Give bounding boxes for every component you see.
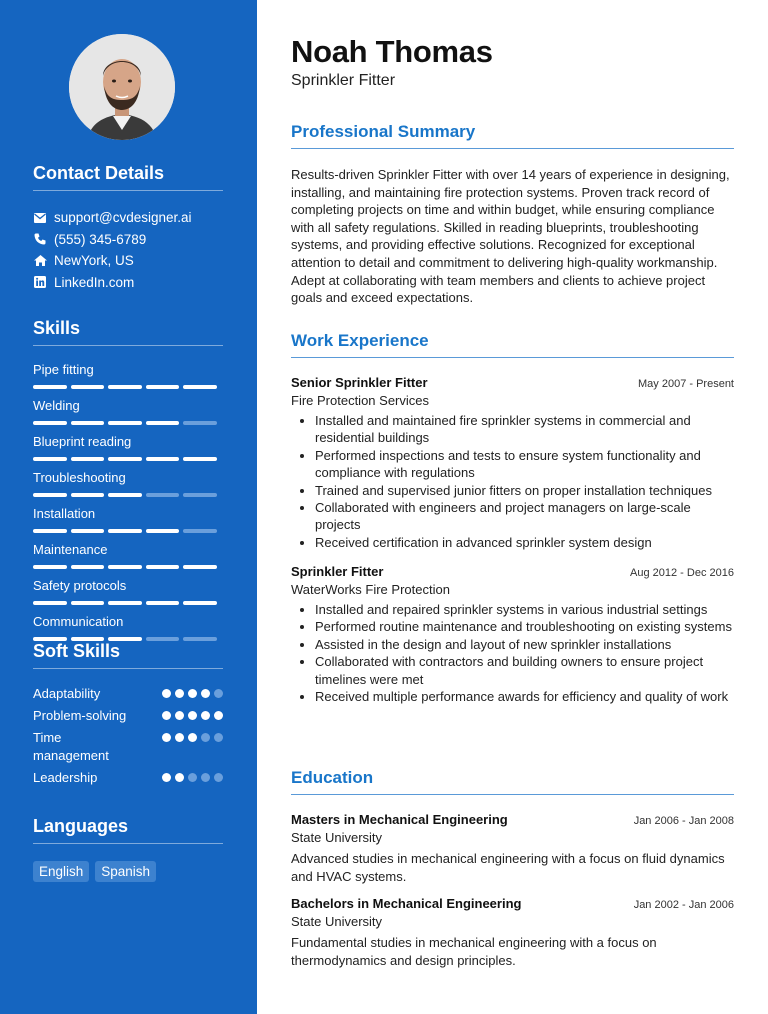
job-bullet: • Collaborated with engineers and project managers on large-scale projects <box>315 499 734 534</box>
skill-name: Safety protocols <box>33 578 127 593</box>
skill-bar-segment <box>108 601 142 605</box>
contact-linkedin[interactable] <box>33 272 223 294</box>
skill-level-bar <box>33 493 223 497</box>
rating-dot <box>201 773 210 782</box>
skill-level-bar <box>33 565 223 569</box>
education-description: Advanced studies in mechanical engineering with a focus on fluid dynamics and HVAC systems. <box>291 851 725 884</box>
skill-bar-segment <box>108 529 142 533</box>
degree-title: Bachelors in Mechanical Engineering <box>291 896 522 911</box>
rating-dot <box>214 733 223 742</box>
skill-bar-segment <box>71 457 105 461</box>
rating-dot <box>188 773 197 782</box>
skill-bar-segment <box>108 565 142 569</box>
job-bullets <box>291 412 734 551</box>
education-entry <box>291 896 734 969</box>
soft-skills-list <box>33 685 223 787</box>
skill-bar-segment <box>33 601 67 605</box>
skill-bar-segment <box>108 493 142 497</box>
skill-name: Blueprint reading <box>33 434 132 449</box>
contact-linkedin-text: LinkedIn.com <box>54 274 135 290</box>
skill-bar-segment <box>146 565 180 569</box>
skill-bar-segment <box>71 493 105 497</box>
language-tag: English <box>33 861 89 882</box>
skill-bar-segment <box>183 529 217 533</box>
languages-section <box>33 816 223 882</box>
skill-bar-segment <box>146 385 180 389</box>
school-name: State University <box>291 830 383 845</box>
skills-section <box>33 318 223 650</box>
job-bullet: • Installed and repaired sprinkler systems in various industrial settings <box>315 601 734 618</box>
job-title: Sprinkler Fitter <box>291 564 384 579</box>
home-icon <box>33 254 47 268</box>
job-title: Senior Sprinkler Fitter <box>291 375 428 390</box>
soft-skills-title: Soft Skills <box>33 641 223 669</box>
skill-bar-segment <box>71 529 105 533</box>
job-company: Fire Protection Services <box>291 393 429 408</box>
job-bullet: • Performed routine maintenance and troubleshooting on existing systems <box>315 618 734 635</box>
soft-skill-name: Adaptability <box>33 686 101 701</box>
summary-title: Professional Summary <box>291 122 734 149</box>
skill-bar-segment <box>183 385 217 389</box>
skill-bar-segment <box>108 385 142 389</box>
summary-text: Results-driven Sprinkler Fitter with over 14 years of experience in designing, installing, and maintaining fire protection systems. Proven track record of completing projects on time and within budget, while ensuring compliance with all safety regulations. Skilled in reading blueprints, troubleshooting systems, and providing effective solutions. Recognized for exceptional attention to detail and commitment to delivering high-quality workmanship. Adept at collaborating with team members and clients to achieve project goals and exceed expectations. <box>291 167 730 306</box>
soft-skill-item <box>33 685 223 703</box>
job-bullet: • Collaborated with contractors and building owners to ensure project timelines were met <box>315 653 734 688</box>
skill-item <box>33 578 223 605</box>
skill-level-bar <box>33 385 223 389</box>
skill-bar-segment <box>183 421 217 425</box>
rating-dot <box>201 711 210 720</box>
contact-phone-text: (555) 345-6789 <box>54 231 147 247</box>
rating-dot <box>162 711 171 720</box>
skill-bar-segment <box>33 457 67 461</box>
candidate-name: Noah Thomas <box>291 34 493 69</box>
soft-skill-item <box>33 729 223 765</box>
skill-bar-segment <box>71 565 105 569</box>
rating-dot <box>162 773 171 782</box>
skill-name: Troubleshooting <box>33 470 126 485</box>
skill-bar-segment <box>146 601 180 605</box>
skill-bar-segment <box>33 565 67 569</box>
skill-bar-segment <box>33 385 67 389</box>
job-bullet: • Received multiple performance awards for efficiency and quality of work <box>315 688 734 705</box>
degree-title: Masters in Mechanical Engineering <box>291 812 508 827</box>
skill-bar-segment <box>71 421 105 425</box>
phone-icon <box>33 232 47 246</box>
skill-item <box>33 506 223 533</box>
soft-skill-rating <box>162 729 223 742</box>
job-bullet: • Trained and supervised junior fitters on proper installation techniques <box>315 482 734 499</box>
job-company: WaterWorks Fire Protection <box>291 582 450 597</box>
linkedin-icon <box>33 275 47 289</box>
skill-item <box>33 614 223 641</box>
skill-name: Installation <box>33 506 96 521</box>
skill-level-bar <box>33 421 223 425</box>
rating-dot <box>162 689 171 698</box>
contact-title: Contact Details <box>33 163 223 191</box>
education-date: Jan 2006 - Jan 2008 <box>633 815 734 827</box>
skill-bar-segment <box>33 493 67 497</box>
rating-dot <box>201 689 210 698</box>
rating-dot <box>214 711 223 720</box>
job-bullet: • Performed inspections and tests to ensure system functionality and compliance with regulations <box>315 447 734 482</box>
job-bullet: • Assisted in the design and layout of new sprinkler installations <box>315 636 734 653</box>
email-icon <box>33 211 47 225</box>
job-entry <box>291 564 734 705</box>
soft-skill-rating <box>162 707 223 720</box>
job-date: May 2007 - Present <box>638 378 734 390</box>
education-title: Education <box>291 768 734 795</box>
rating-dot <box>162 733 171 742</box>
contact-location <box>33 250 223 272</box>
job-bullet: • Installed and maintained fire sprinkler systems in commercial and residential buildings <box>315 412 734 447</box>
soft-skills-section <box>33 641 223 791</box>
languages-title: Languages <box>33 816 223 844</box>
soft-skill-name: Leadership <box>33 770 98 785</box>
skill-bar-segment <box>71 601 105 605</box>
job-entry <box>291 375 734 551</box>
rating-dot <box>175 733 184 742</box>
education-entry <box>291 812 734 885</box>
soft-skill-rating <box>162 769 223 782</box>
skill-bar-segment <box>183 601 217 605</box>
skill-bar-segment <box>71 385 105 389</box>
rating-dot <box>175 689 184 698</box>
job-bullet: • Received certification in advanced sprinkler system design <box>315 534 734 551</box>
contact-email[interactable] <box>33 207 223 229</box>
contact-section <box>33 163 223 293</box>
soft-skill-item <box>33 769 223 787</box>
skill-level-bar <box>33 457 223 461</box>
experience-title: Work Experience <box>291 331 734 358</box>
skill-item <box>33 542 223 569</box>
skill-name: Maintenance <box>33 542 108 557</box>
contact-location-text: NewYork, US <box>54 253 134 269</box>
skill-bar-segment <box>183 565 217 569</box>
soft-skill-item <box>33 707 223 725</box>
skill-name: Welding <box>33 398 80 413</box>
skills-list <box>33 362 223 641</box>
language-tag: Spanish <box>95 861 156 882</box>
skill-bar-segment <box>33 421 67 425</box>
soft-skill-rating <box>162 685 223 698</box>
skill-bar-segment <box>108 421 142 425</box>
skill-name: Pipe fitting <box>33 362 94 377</box>
skill-bar-segment <box>183 493 217 497</box>
job-bullets <box>291 601 734 705</box>
contact-email-text: support@cvdesigner.ai <box>54 210 192 226</box>
rating-dot <box>188 733 197 742</box>
rating-dot <box>175 773 184 782</box>
rating-dot <box>214 773 223 782</box>
sidebar <box>0 0 257 1014</box>
soft-skill-name: Problem-solving <box>33 708 127 723</box>
skill-bar-segment <box>108 457 142 461</box>
contact-phone[interactable] <box>33 229 223 251</box>
skill-item <box>33 434 223 461</box>
skill-bar-segment <box>183 457 217 461</box>
school-name: State University <box>291 914 383 929</box>
candidate-role: Sprinkler Fitter <box>291 72 396 89</box>
soft-skill-name: Time management <box>33 730 109 763</box>
skill-level-bar <box>33 529 223 533</box>
skill-item <box>33 470 223 497</box>
skill-bar-segment <box>146 421 180 425</box>
rating-dot <box>201 733 210 742</box>
skills-title: Skills <box>33 318 223 346</box>
skill-bar-segment <box>33 529 67 533</box>
rating-dot <box>188 689 197 698</box>
skill-level-bar <box>33 601 223 605</box>
skill-name: Communication <box>33 614 124 629</box>
education-date: Jan 2002 - Jan 2006 <box>633 899 734 911</box>
rating-dot <box>175 711 184 720</box>
skill-bar-segment <box>146 529 180 533</box>
education-description: Fundamental studies in mechanical engineering with a focus on thermodynamics and design principles. <box>291 935 657 968</box>
rating-dot <box>188 711 197 720</box>
skill-bar-segment <box>146 493 180 497</box>
skill-item <box>33 398 223 425</box>
job-date: Aug 2012 - Dec 2016 <box>630 567 734 579</box>
skill-item <box>33 362 223 389</box>
avatar <box>69 34 175 140</box>
skill-bar-segment <box>146 457 180 461</box>
rating-dot <box>214 689 223 698</box>
